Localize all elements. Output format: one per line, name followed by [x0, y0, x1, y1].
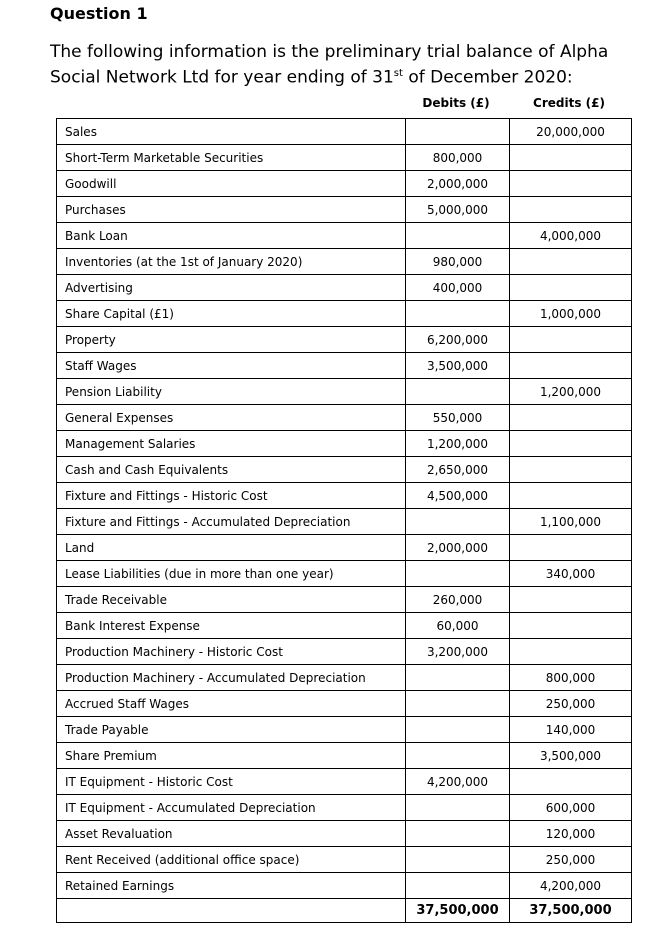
- credit-cell: [510, 197, 632, 223]
- table-row: [57, 639, 632, 665]
- debit-cell: [406, 379, 510, 405]
- account-cell: Bank Interest Expense: [57, 613, 406, 639]
- debit-cell: [406, 743, 510, 769]
- table-row: [57, 327, 632, 353]
- debit-cell: [406, 795, 510, 821]
- table-row: [57, 509, 632, 535]
- debit-cell: 2,000,000: [406, 535, 510, 561]
- account-cell: Staff Wages: [57, 353, 406, 379]
- account-cell: IT Equipment - Accumulated Depreciation: [57, 795, 406, 821]
- debit-cell: 4,200,000: [406, 769, 510, 795]
- debit-cell: 1,200,000: [406, 431, 510, 457]
- debit-cell: 3,200,000: [406, 639, 510, 665]
- table-row: [57, 145, 632, 171]
- account-cell: Accrued Staff Wages: [57, 691, 406, 717]
- debit-cell: [406, 301, 510, 327]
- credit-cell: 250,000: [510, 847, 632, 873]
- credit-cell: [510, 405, 632, 431]
- account-cell: General Expenses: [57, 405, 406, 431]
- credit-cell: 340,000: [510, 561, 632, 587]
- table-row: [57, 301, 632, 327]
- credit-cell: 3,500,000: [510, 743, 632, 769]
- account-cell: Rent Received (additional office space): [57, 847, 406, 873]
- debit-cell: [406, 223, 510, 249]
- debit-cell: [406, 665, 510, 691]
- question-title: Question 1: [50, 4, 148, 23]
- account-cell: Asset Revaluation: [57, 821, 406, 847]
- account-cell: Property: [57, 327, 406, 353]
- credit-cell: [510, 587, 632, 613]
- credit-cell: 250,000: [510, 691, 632, 717]
- credit-cell: [510, 249, 632, 275]
- table-row: [57, 665, 632, 691]
- credit-cell: 1,200,000: [510, 379, 632, 405]
- table-row: [57, 821, 632, 847]
- account-cell: Sales: [57, 119, 406, 145]
- table-row: [57, 379, 632, 405]
- debit-cell: 400,000: [406, 275, 510, 301]
- table-row: [57, 769, 632, 795]
- credit-cell: [510, 171, 632, 197]
- account-cell: Share Capital (£1): [57, 301, 406, 327]
- debit-cell: [406, 717, 510, 743]
- credit-column-header: Credits (£): [533, 96, 605, 110]
- table-row: [57, 275, 632, 301]
- credit-cell: [510, 145, 632, 171]
- credit-cell: [510, 275, 632, 301]
- debit-cell: 800,000: [406, 145, 510, 171]
- account-cell: Inventories (at the 1st of January 2020): [57, 249, 406, 275]
- credit-cell: 800,000: [510, 665, 632, 691]
- table-row: [57, 197, 632, 223]
- table-row: [57, 743, 632, 769]
- credit-cell: [510, 639, 632, 665]
- table-row: [57, 223, 632, 249]
- intro-text-end: of December 2020:: [402, 67, 573, 88]
- credit-cell: 120,000: [510, 821, 632, 847]
- account-cell: Retained Earnings: [57, 873, 406, 899]
- credit-cell: [510, 431, 632, 457]
- table-row: [57, 691, 632, 717]
- account-cell: Management Salaries: [57, 431, 406, 457]
- account-cell: Lease Liabilities (due in more than one year): [57, 561, 406, 587]
- debit-cell: 4,500,000: [406, 483, 510, 509]
- trial-balance-table: [56, 118, 632, 923]
- debit-cell: [406, 873, 510, 899]
- account-cell: Bank Loan: [57, 223, 406, 249]
- table-row: [57, 795, 632, 821]
- debit-cell: [406, 509, 510, 535]
- account-cell: Cash and Cash Equivalents: [57, 457, 406, 483]
- debit-cell: [406, 691, 510, 717]
- table-row: [57, 249, 632, 275]
- table-row: [57, 457, 632, 483]
- account-cell: Trade Payable: [57, 717, 406, 743]
- trial-balance-body: [57, 119, 632, 923]
- table-row: [57, 119, 632, 145]
- account-cell: Fixture and Fittings - Historic Cost: [57, 483, 406, 509]
- account-cell: Trade Receivable: [57, 587, 406, 613]
- totals-label-cell: [57, 899, 406, 923]
- debit-cell: 60,000: [406, 613, 510, 639]
- credit-cell: 140,000: [510, 717, 632, 743]
- total-credit-cell: 37,500,000: [510, 899, 632, 923]
- credit-cell: [510, 327, 632, 353]
- debit-cell: [406, 119, 510, 145]
- intro-superscript: st: [393, 68, 403, 79]
- credit-cell: 600,000: [510, 795, 632, 821]
- credit-cell: [510, 353, 632, 379]
- table-row: [57, 171, 632, 197]
- account-cell: Goodwill: [57, 171, 406, 197]
- debit-cell: 6,200,000: [406, 327, 510, 353]
- table-row: [57, 535, 632, 561]
- intro-paragraph: [50, 42, 640, 89]
- table-row: [57, 847, 632, 873]
- debit-cell: 980,000: [406, 249, 510, 275]
- intro-text: The following information is the preliminary trial balance of Alpha Social Network Ltd for year ending of 31: [50, 42, 609, 88]
- totals-row: [57, 899, 632, 923]
- table-row: [57, 587, 632, 613]
- account-cell: Advertising: [57, 275, 406, 301]
- debit-cell: 550,000: [406, 405, 510, 431]
- credit-cell: [510, 457, 632, 483]
- credit-cell: 20,000,000: [510, 119, 632, 145]
- account-cell: Share Premium: [57, 743, 406, 769]
- credit-cell: 4,200,000: [510, 873, 632, 899]
- debit-cell: [406, 847, 510, 873]
- total-debit-cell: 37,500,000: [406, 899, 510, 923]
- credit-cell: 4,000,000: [510, 223, 632, 249]
- debit-cell: 5,000,000: [406, 197, 510, 223]
- credit-cell: 1,000,000: [510, 301, 632, 327]
- table-row: [57, 431, 632, 457]
- table-row: [57, 873, 632, 899]
- account-cell: Pension Liability: [57, 379, 406, 405]
- debit-cell: [406, 561, 510, 587]
- table-row: [57, 561, 632, 587]
- account-cell: Production Machinery - Accumulated Depreciation: [57, 665, 406, 691]
- account-cell: Production Machinery - Historic Cost: [57, 639, 406, 665]
- account-cell: Purchases: [57, 197, 406, 223]
- credit-cell: [510, 535, 632, 561]
- debit-cell: [406, 821, 510, 847]
- table-row: [57, 483, 632, 509]
- account-cell: Fixture and Fittings - Accumulated Depreciation: [57, 509, 406, 535]
- account-cell: Short-Term Marketable Securities: [57, 145, 406, 171]
- debit-cell: 2,000,000: [406, 171, 510, 197]
- table-row: [57, 353, 632, 379]
- credit-cell: 1,100,000: [510, 509, 632, 535]
- credit-cell: [510, 613, 632, 639]
- credit-cell: [510, 769, 632, 795]
- table-row: [57, 613, 632, 639]
- debit-cell: 260,000: [406, 587, 510, 613]
- debit-cell: 3,500,000: [406, 353, 510, 379]
- debit-cell: 2,650,000: [406, 457, 510, 483]
- account-cell: IT Equipment - Historic Cost: [57, 769, 406, 795]
- table-row: [57, 405, 632, 431]
- table-row: [57, 717, 632, 743]
- account-cell: Land: [57, 535, 406, 561]
- debit-column-header: Debits (£): [422, 96, 490, 110]
- credit-cell: [510, 483, 632, 509]
